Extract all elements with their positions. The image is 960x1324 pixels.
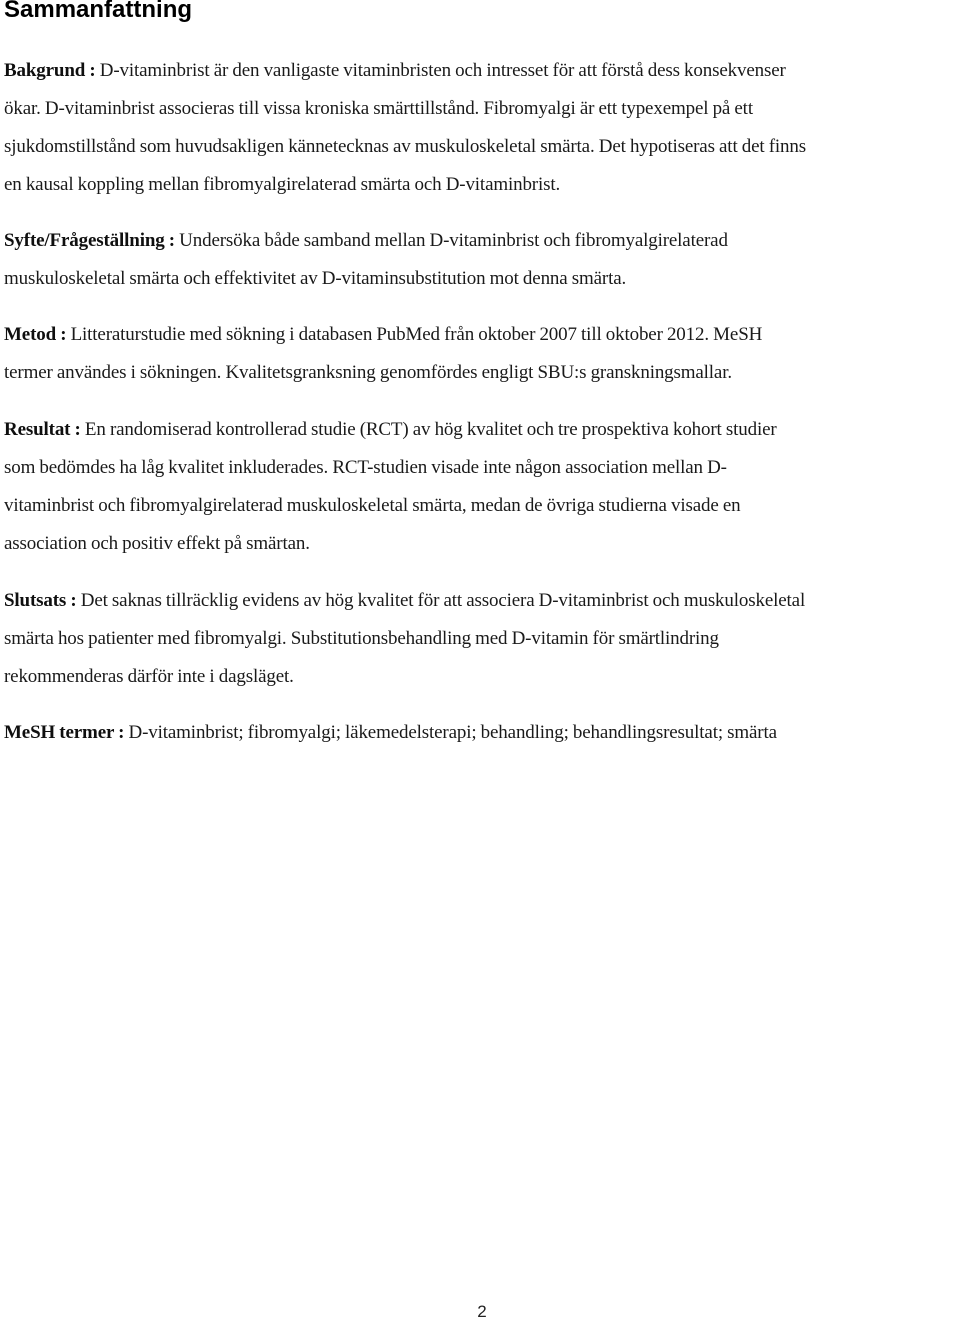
page-title: Sammanfattning: [4, 0, 193, 23]
section-metod: [4, 316, 960, 392]
resultat-line-4: association och positiv effekt på smärtan.: [4, 533, 310, 554]
bakgrund-line-2: ökar. D-vitaminbrist associeras till vissa kroniska smärttillstånd. Fibromyalgi är ett typexempel på ett: [4, 98, 753, 119]
mesh-line-1: [4, 714, 960, 752]
section-bakgrund: [4, 52, 960, 204]
slutsats-line-2: smärta hos patienter med fibromyalgi. Substitutionsbehandling med D-vitamin för smärtlindring: [4, 628, 719, 649]
mesh-label: MeSH termer :: [4, 722, 125, 743]
slutsats-text-1: Det saknas tillräcklig evidens av hög kvalitet för att associera D-vitaminbrist och muskuloskeletal: [76, 590, 806, 611]
resultat-line-3: vitaminbrist och fibromyalgirelaterad muskuloskeletal smärta, medan de övriga studierna visade en: [4, 495, 741, 516]
mesh-text-1: D-vitaminbrist; fibromyalgi; läkemedelsterapi; behandling; behandlingsresultat; smärta: [124, 722, 777, 743]
section-mesh: [4, 714, 960, 752]
slutsats-label: Slutsats :: [4, 590, 77, 611]
metod-line-1: [4, 316, 960, 354]
resultat-text-1: En randomiserad kontrollerad studie (RCT) av hög kvalitet och tre prospektiva kohort studier: [80, 419, 777, 440]
resultat-label: Resultat :: [4, 419, 81, 440]
page-number: 2: [477, 1302, 487, 1321]
section-resultat: [4, 411, 960, 563]
resultat-line-2: som bedömdes ha låg kvalitet inkluderades. RCT-studien visade inte någon association mellan D-: [4, 457, 727, 478]
metod-label: Metod :: [4, 324, 67, 345]
section-syfte: [4, 222, 960, 298]
bakgrund-line-3: sjukdomstillstånd som huvudsakligen kännetecknas av muskuloskeletal smärta. Det hypotiseras att det finns: [4, 136, 806, 157]
bakgrund-text-1: D-vitaminbrist är den vanligaste vitaminbristen och intresset för att förstå dess konsekvenser: [95, 60, 786, 81]
metod-text-1: Litteraturstudie med sökning i databasen PubMed från oktober 2007 till oktober 2012. MeSH: [66, 324, 763, 345]
bakgrund-line-4: en kausal koppling mellan fibromyalgirelaterad smärta och D-vitaminbrist.: [4, 174, 561, 195]
section-slutsats: [4, 582, 960, 696]
syfte-line-1: [4, 222, 960, 260]
bakgrund-line-1: [4, 52, 960, 90]
bakgrund-label: Bakgrund :: [4, 60, 96, 81]
syfte-label: Syfte/Frågeställning :: [4, 230, 175, 251]
syfte-text-1: Undersöka både samband mellan D-vitaminbrist och fibromyalgirelaterad: [174, 230, 728, 251]
slutsats-line-1: [4, 582, 960, 620]
resultat-line-1: [4, 411, 960, 449]
syfte-line-2: muskuloskeletal smärta och effektivitet av D-vitaminsubstitution mot denna smärta.: [4, 268, 627, 289]
slutsats-line-3: rekommenderas därför inte i dagsläget.: [4, 666, 294, 687]
metod-line-2: termer användes i sökningen. Kvalitetsgranksning genomfördes engligt SBU:s granskningsmallar.: [4, 362, 732, 383]
